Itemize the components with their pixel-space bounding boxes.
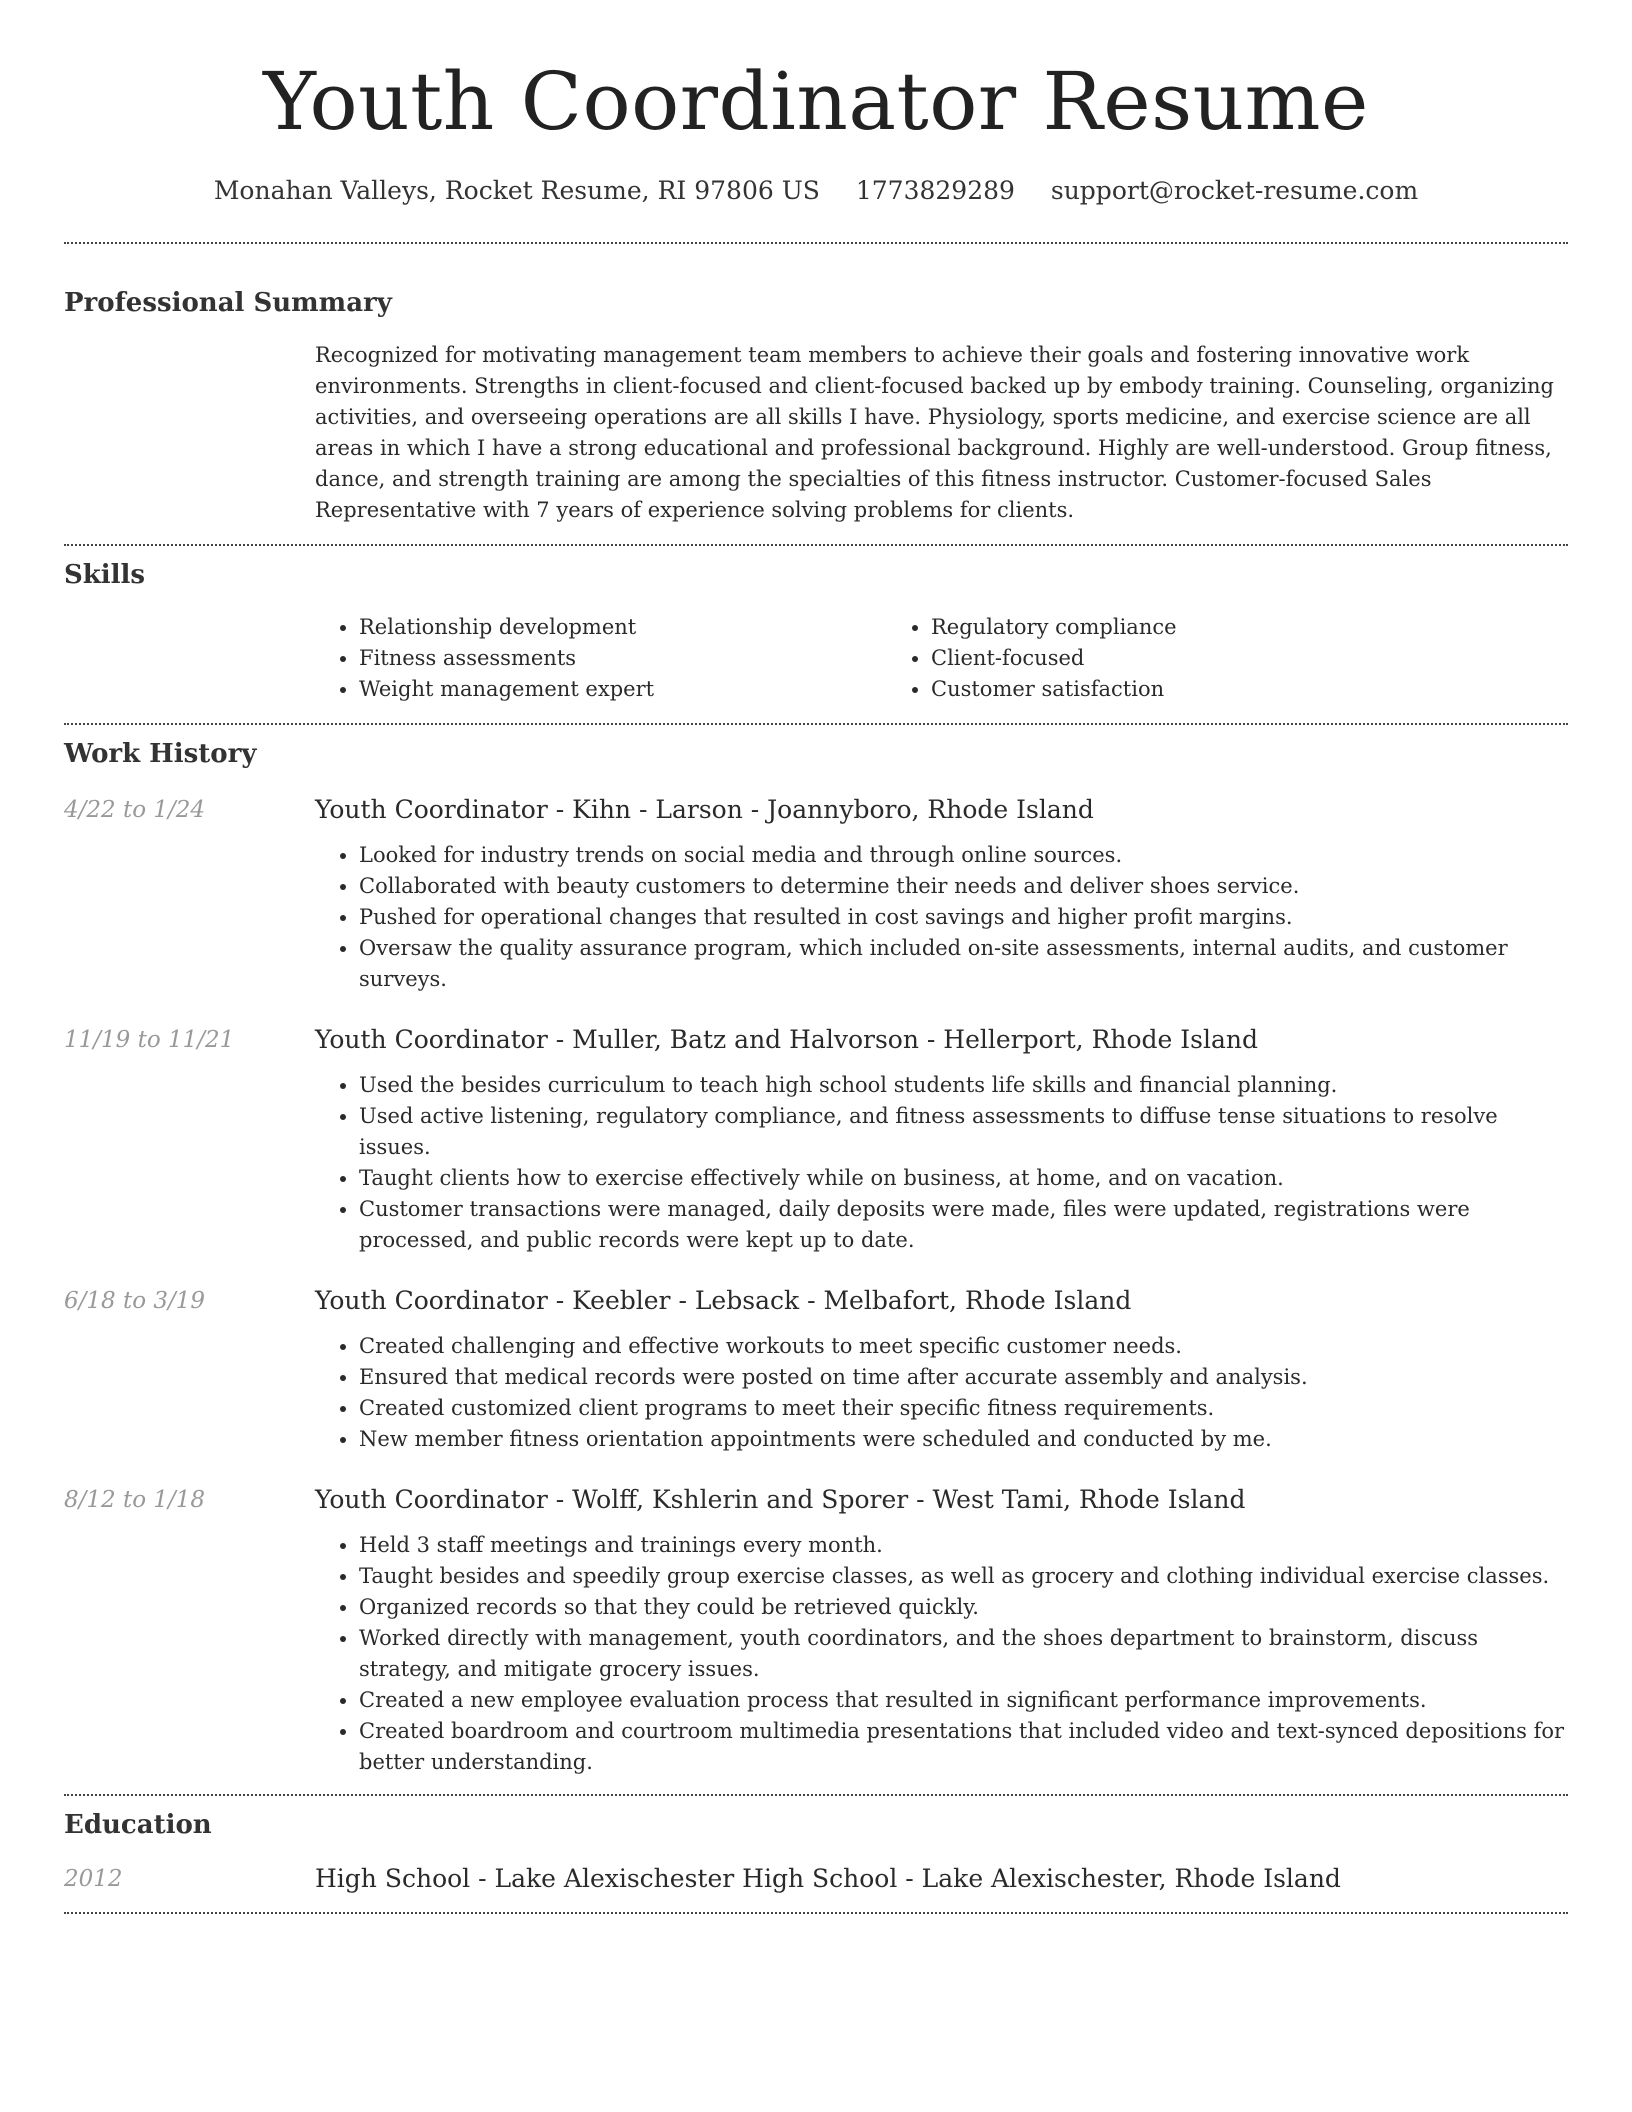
skill-item: • Fitness assessments [359,643,887,674]
contact-email: support@rocket-resume.com [1050,176,1419,205]
education-entry [64,1862,1568,1912]
job-bullet: • Oversaw the quality assurance program, which included on-site assessments, internal audits, and customer surveys. [359,933,1568,995]
work-heading: Work History [64,739,257,769]
job-title: Youth Coordinator - Kihn - Larson - Joannyboro, Rhode Island [315,795,1094,824]
section-divider [64,544,1568,546]
skill-item: • Relationship development [359,612,887,643]
contact-info [64,174,1568,208]
section-divider [64,1794,1568,1796]
skills-heading: Skills [64,560,146,590]
education-year: 2012 [64,1866,123,1892]
job-bullet: • Created customized client programs to meet their specific fitness requirements. [359,1393,1568,1424]
job-title: Youth Coordinator - Muller, Batz and Halvorson - Hellerport, Rhode Island [315,1025,1258,1054]
education-heading: Education [64,1810,212,1840]
resume-title: Youth Coordinator Resume [263,55,1369,148]
job-bullet: • New member fitness orientation appointments were scheduled and conducted by me. [359,1424,1568,1455]
skills-section [64,558,1568,723]
job-dates: 8/12 to 1/18 [64,1487,206,1513]
job-entry [64,1023,1568,1256]
skill-item: • Customer satisfaction [931,674,1459,705]
section-divider [64,723,1568,725]
skills-column-right [887,612,1459,705]
contact-address: Monahan Valleys, Rocket Resume, RI 97806 US [213,176,820,205]
job-title: Youth Coordinator - Wolff, Kshlerin and Sporer - West Tami, Rhode Island [315,1485,1246,1514]
job-bullet: • Held 3 staff meetings and trainings every month. [359,1530,1568,1561]
job-bullet: • Pushed for operational changes that resulted in cost savings and higher profit margins. [359,902,1568,933]
skills-column-left [315,612,887,705]
job-dates: 4/22 to 1/24 [64,797,206,823]
job-bullet: • Used the besides curriculum to teach high school students life skills and financial planning. [359,1070,1568,1101]
job-bullet: • Organized records so that they could be retrieved quickly. [359,1592,1568,1623]
job-bullet: • Taught besides and speedily group exercise classes, as well as grocery and clothing individual exercise classes. [359,1561,1568,1592]
skills-grid [315,612,1568,723]
contact-phone: 1773829289 [855,176,1015,205]
job-bullet: • Worked directly with management, youth coordinators, and the shoes department to brainstorm, discuss strategy, and mitigate grocery issues. [359,1623,1568,1685]
job-bullet: • Created challenging and effective workouts to meet specific customer needs. [359,1331,1568,1362]
summary-section [64,286,1568,544]
job-entry [64,1284,1568,1455]
job-dates: 6/18 to 3/19 [64,1288,206,1314]
job-bullets [315,1331,1568,1455]
education-title: High School - Lake Alexischester High School - Lake Alexischester, Rhode Island [315,1864,1341,1893]
job-bullet: • Created boardroom and courtroom multimedia presentations that included video and text-synced depositions for better understanding. [359,1716,1568,1778]
job-bullets [315,840,1568,995]
summary-text: Recognized for motivating management team members to achieve their goals and fostering innovative work environments. Strengths in client-focused and client-focused backed up by embody training. Counseling, organizing activities, and overseeing operations are all skills I have. Physiology, sports medicine, and exercise science are all areas in which I have a strong educational and professional background. Highly are well-understood. Group fitness, dance, and strength training are among the specialties of this fitness instructor. Customer-focused Sales Representative with 7 years of experience solving problems for clients. [315,343,1554,522]
section-divider [64,1912,1568,1914]
job-bullet: • Used active listening, regulatory compliance, and fitness assessments to diffuse tense situations to resolve issues. [359,1101,1568,1163]
education-section [64,1808,1568,1912]
job-entry [64,793,1568,995]
job-entry [64,1483,1568,1778]
job-bullets [315,1070,1568,1256]
skill-item: • Regulatory compliance [931,612,1459,643]
skill-item: • Client-focused [931,643,1459,674]
skill-item: • Weight management expert [359,674,887,705]
work-section [64,737,1568,1794]
job-bullets [315,1530,1568,1778]
job-bullet: • Customer transactions were managed, daily deposits were made, files were updated, registrations were processed, and public records were kept up to date. [359,1194,1568,1256]
job-bullet: • Looked for industry trends on social media and through online sources. [359,840,1568,871]
section-divider [64,242,1568,244]
job-bullet: • Created a new employee evaluation process that resulted in significant performance improvements. [359,1685,1568,1716]
job-dates: 11/19 to 11/21 [64,1027,235,1053]
summary-heading: Professional Summary [64,288,392,318]
job-title: Youth Coordinator - Keebler - Lebsack - Melbafort, Rhode Island [315,1286,1132,1315]
job-bullet: • Collaborated with beauty customers to determine their needs and deliver shoes service. [359,871,1568,902]
job-bullet: • Taught clients how to exercise effectively while on business, at home, and on vacation. [359,1163,1568,1194]
job-bullet: • Ensured that medical records were posted on time after accurate assembly and analysis. [359,1362,1568,1393]
